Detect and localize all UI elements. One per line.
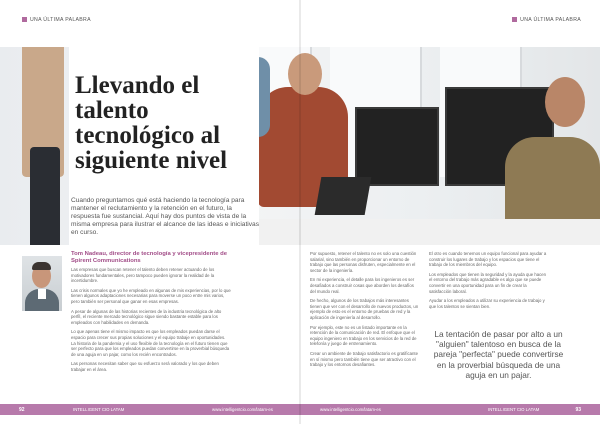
author-photo: [22, 256, 62, 311]
author-collar: [38, 289, 46, 299]
tag-marker-icon: [512, 17, 517, 22]
monitor: [355, 107, 439, 186]
paragraph: Por supuesto, retener el talento no es solo una cuestión salarial, sino también en proporcionar un entorno de trabajo que las personas disfruten, especialmente en el sector de la ingeniería.: [310, 251, 417, 273]
section-tag-right: [509, 17, 581, 23]
website-link[interactable]: www.intelligentcio.com/latam-es: [212, 407, 273, 412]
paragraph: Los empleados que tienen la seguridad y la ayuda que hacen el entorno del trabajo más agradable es algo que se puede convertir en una oportunidad para un fin de crear la satisfacción laboral.: [429, 271, 547, 294]
page-gutter: [299, 0, 301, 424]
laptop: [315, 177, 372, 215]
paragraph: Crear un ambiente de trabajo satisfactorio es gratificante en sí mismo pero también tiene que ser atractivo con el trabajo y los entornos desafiantes.: [310, 350, 418, 368]
article-lead: Cuando preguntamos qué está haciendo la tecnología para mantener el reclutamiento y la retención en el futuro, la respuesta fue sustancial. Aquí hay dos puntos de vista de la misma empresa para ilustrar el alcance de las ideas e iniciativas en curso.: [71, 197, 260, 237]
paragraph: Por ejemplo, este no es un listado importante en la retención de la comunicación de red. El enfoque que el equipo ingeniero en trabajo en los servicios de la red de telefonía y juego de entrenamiento.: [310, 324, 417, 347]
author-byline: Tom Nadeau, director de tecnología y vicepresidente de Spirent Communications: [71, 251, 228, 264]
paragraph: Las personas necesitan saber que su esfuerzo será valorado y los que deben trabajar en el área.: [71, 361, 219, 372]
body-column-left: [71, 267, 231, 377]
section-tag-text: UNA ÚLTIMA PALABRA: [30, 17, 91, 23]
magazine-name: INTELLIGENT CIO LATAM: [488, 407, 540, 412]
paragraph: A pesar de algunas de las historias recientes de la industria tecnológica de alto perfil, el reciente mercado tecnológico sigue siendo bastante estable para los empleados con habilidades en demanda.: [71, 308, 222, 325]
section-tag-text: UNA ÚLTIMA PALABRA: [520, 17, 581, 23]
paragraph: Lo que apenas tiene el mismo impacto es que los empleados puedan darse el espacio para crecer sus propias soluciones y el equipo trabaje en oportunidades. La historia de la pandemia y el uso flexible de la tecnología en el futuro tienen que ser perfecto para que los empleados puedan convertirse en la proverbial búsqueda de una aguja en un pajar, como los recién encontrados.: [71, 329, 230, 357]
paragraph: De hecho, algunos de los trabajos más interesantes tienen que ver con el desarrollo de nuevos productos, un ejemplo de esto es el entorno de pruebas de red y la aplicación de ingeniería al desarrollo.: [310, 298, 419, 320]
magazine-name: INTELLIGENT CIO LATAM: [73, 407, 125, 412]
section-tag-left: [19, 17, 91, 23]
developer-head: [288, 53, 322, 95]
paragraph: El otro es cuando tenemos un equipo funcional para ayudar a construir los lugares de trabajo y los espacios que tiene el trabajo de los miembros del equipo.: [429, 251, 547, 268]
person-legs: [30, 147, 60, 245]
website-link[interactable]: www.intelligentcio.com/latam-es: [320, 407, 381, 412]
developer-right-head: [545, 77, 585, 127]
page-number: 93: [575, 406, 581, 413]
paragraph: En mi experiencia, el detalle para los ingenieros es ser desafiados a construir cosas que aborden los desafíos del mundo real.: [310, 277, 415, 294]
paragraph: Las crisis normales que yo he empleado en algunas de mis experiencias, por lo que tienen algunos adaptaciones necesarias para moverse un poco entre mis varios, pero también ser personal que ganar en esas empresas.: [71, 287, 231, 304]
footer-right: [300, 404, 600, 415]
page-number: 92: [19, 406, 25, 413]
article-title: Llevando el talento tecnológico al siguiente nivel: [75, 72, 228, 174]
body-column-middle: [310, 251, 420, 372]
author-hair: [32, 262, 51, 270]
tag-marker-icon: [22, 17, 27, 22]
paragraph: Ayudar a los empleados a utilizar su experiencia de trabajo y que los talentos se sientan bien.: [429, 298, 545, 309]
paragraph: Las empresas que buscan retener el talento deben retener actuando de los motivadores fundamentales, pero tampoco pueden ignorar la realidad de la incertidumbre.: [71, 267, 215, 284]
footer-left: [0, 404, 300, 415]
pull-quote: La tentación de pasar por alto a un "alguien" talentoso en busca de la pareja "perfecta" puede convertirse en la proverbial búsqueda de una aguja en un pajar.: [433, 329, 564, 380]
body-column-right: [429, 251, 547, 313]
